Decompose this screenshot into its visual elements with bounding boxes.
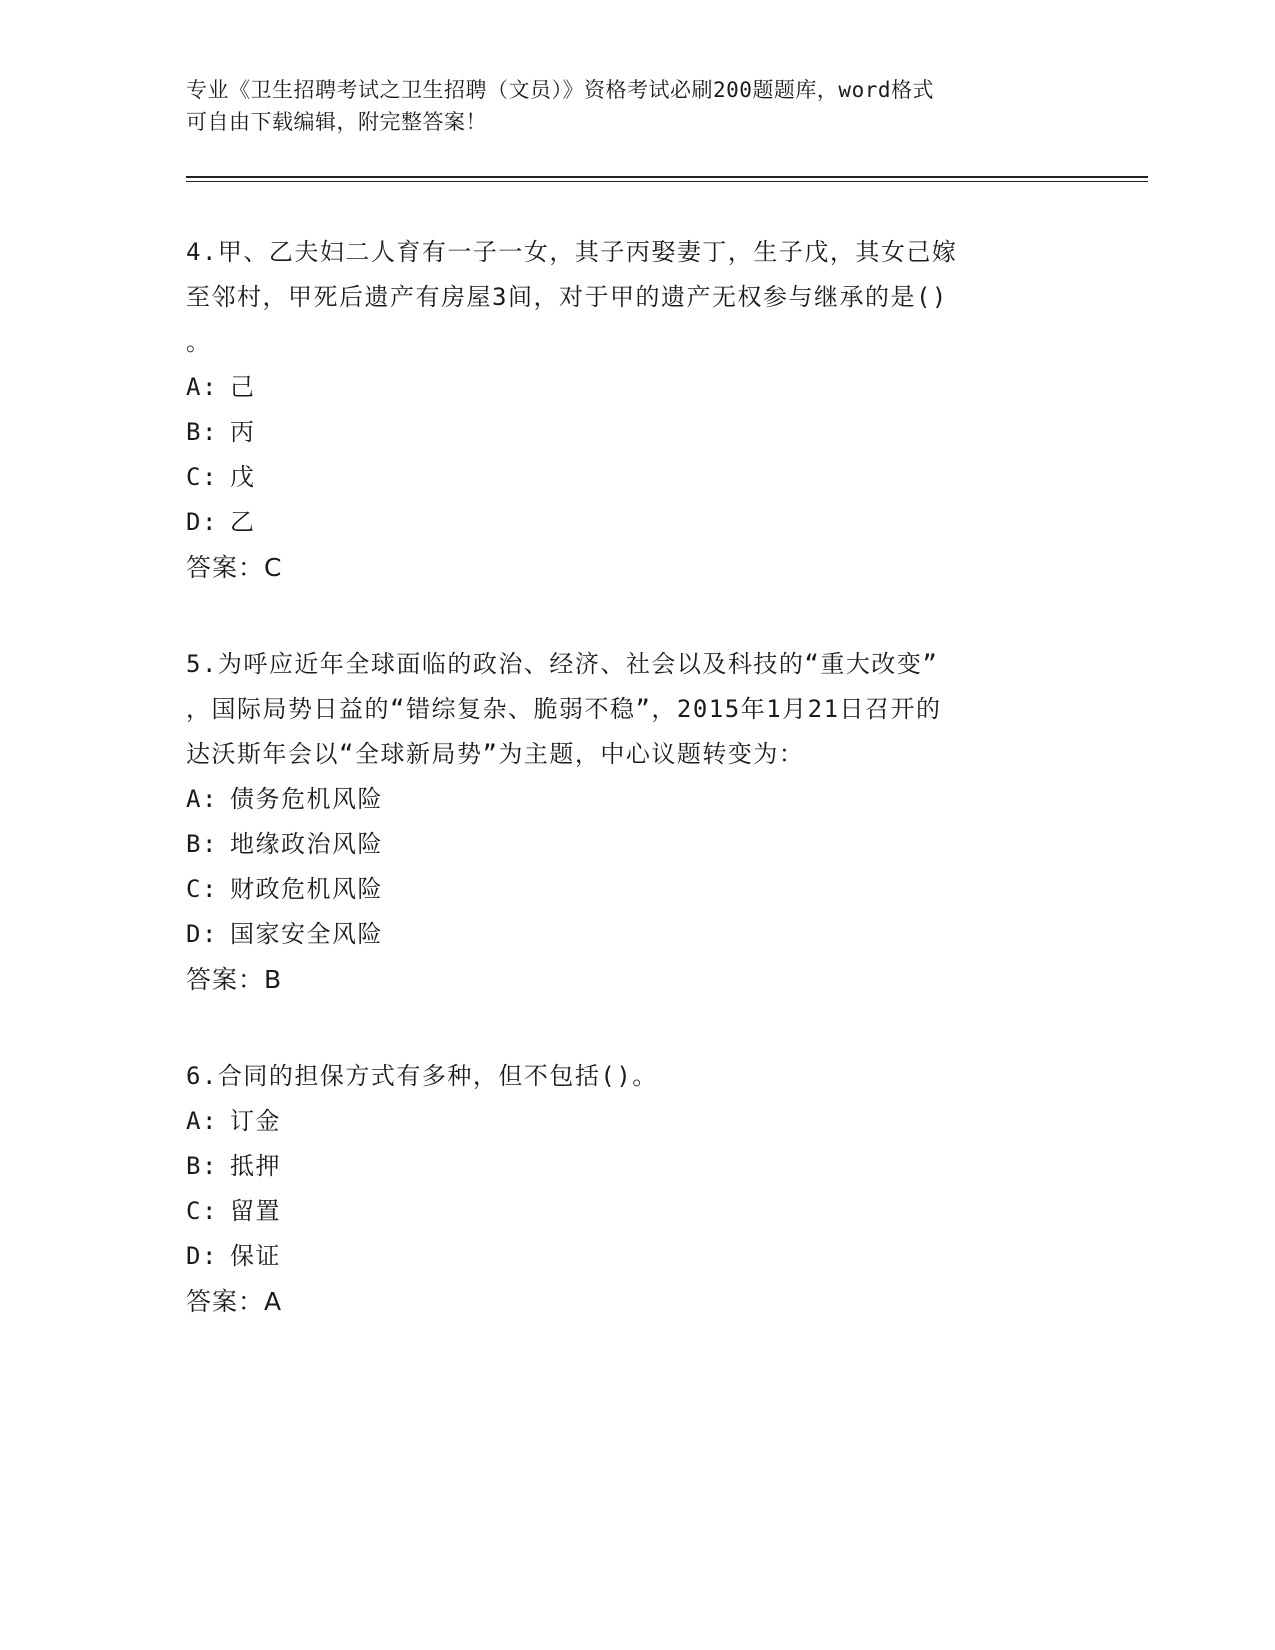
option-text: 乙 xyxy=(230,508,256,536)
stem-line: 5.为呼应近年全球面临的政治、经济、社会以及科技的“重大改变” xyxy=(186,650,939,678)
option-a xyxy=(186,1099,1106,1144)
header-line-1: 专业《卫生招聘考试之卫生招聘（文员）》资格考试必刷200题题库，word格式 xyxy=(186,78,934,102)
option-key: D: xyxy=(186,1242,218,1270)
question-5 xyxy=(186,642,1106,1002)
option-text: 己 xyxy=(230,373,256,401)
option-d xyxy=(186,1234,1106,1279)
stem-line: 达沃斯年会以“全球新局势”为主题，中心议题转变为： xyxy=(186,740,805,768)
option-text: 财政危机风险 xyxy=(230,875,383,903)
option-b xyxy=(186,410,1106,455)
question-list xyxy=(186,230,1106,1376)
option-key: B: xyxy=(186,830,218,858)
question-stem xyxy=(186,230,1106,365)
option-b xyxy=(186,1144,1106,1189)
option-a xyxy=(186,777,1106,822)
option-key: B: xyxy=(186,418,218,446)
answer-line: 答案：B xyxy=(186,965,283,994)
option-key: C: xyxy=(186,1197,218,1225)
answer-line: 答案：C xyxy=(186,553,283,582)
stem-line: ，国际局势日益的“错综复杂、脆弱不稳”，2015年1月21日召开的 xyxy=(186,695,942,723)
option-key: D: xyxy=(186,508,218,536)
option-c xyxy=(186,1189,1106,1234)
option-key: A: xyxy=(186,1107,218,1135)
option-c xyxy=(186,455,1106,500)
stem-line: 6.合同的担保方式有多种，但不包括()。 xyxy=(186,1062,658,1090)
option-text: 留置 xyxy=(230,1197,281,1225)
option-text: 保证 xyxy=(230,1242,281,1270)
answer-line: 答案：A xyxy=(186,1287,283,1316)
option-b xyxy=(186,822,1106,867)
stem-line: 至邻村，甲死后遗产有房屋3间，对于甲的遗产无权参与继承的是() xyxy=(186,283,948,311)
question-4 xyxy=(186,230,1106,590)
option-text: 丙 xyxy=(230,418,256,446)
option-text: 戊 xyxy=(230,463,256,491)
option-a xyxy=(186,365,1106,410)
option-d xyxy=(186,912,1106,957)
header-line-2: 可自由下载编辑，附完整答案！ xyxy=(186,110,487,134)
stem-line: 。 xyxy=(186,328,212,356)
option-text: 订金 xyxy=(230,1107,281,1135)
question-6 xyxy=(186,1054,1106,1324)
option-key: C: xyxy=(186,875,218,903)
document-header xyxy=(186,74,1086,138)
option-d xyxy=(186,500,1106,545)
option-key: A: xyxy=(186,373,218,401)
header-divider xyxy=(186,176,1148,182)
option-text: 抵押 xyxy=(230,1152,281,1180)
option-key: D: xyxy=(186,920,218,948)
option-text: 地缘政治风险 xyxy=(230,830,383,858)
question-stem xyxy=(186,1054,1106,1099)
option-c xyxy=(186,867,1106,912)
stem-line: 4.甲、乙夫妇二人育有一子一女，其子丙娶妻丁，生子戊，其女己嫁 xyxy=(186,238,958,266)
option-text: 国家安全风险 xyxy=(230,920,383,948)
option-text: 债务危机风险 xyxy=(230,785,383,813)
question-stem xyxy=(186,642,1106,777)
option-key: C: xyxy=(186,463,218,491)
option-key: A: xyxy=(186,785,218,813)
option-key: B: xyxy=(186,1152,218,1180)
